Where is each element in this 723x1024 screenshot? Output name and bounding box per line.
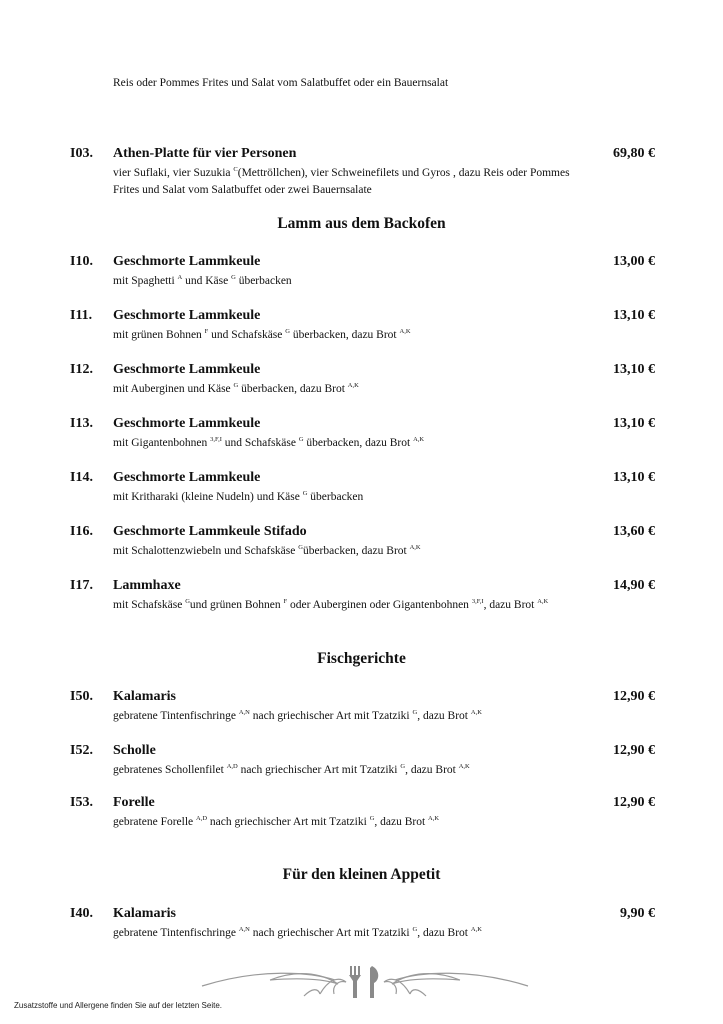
item-name: Kalamaris (113, 906, 176, 921)
item-name: Kalamaris (113, 689, 176, 704)
description-line: Frites und Salat vom Salatbuffet oder zwei Bauernsalate (113, 184, 372, 196)
allergen-code: A,K (470, 926, 482, 933)
item-description (113, 925, 673, 942)
item-number: I14. (70, 470, 93, 485)
item-number: I50. (70, 689, 93, 704)
allergen-code: G (185, 598, 190, 605)
item-price: 13,10 € (613, 470, 655, 485)
item-number: I11. (70, 308, 93, 323)
item-description (113, 708, 673, 725)
item-number: I52. (70, 743, 93, 758)
item-name: Geschmorte Lammkeule (113, 254, 261, 269)
allergen-code: F (283, 598, 288, 605)
item-number: I13. (70, 416, 93, 431)
allergen-code: 3,F,I (210, 436, 222, 443)
item-name: Geschmorte Lammkeule Stifado (113, 524, 307, 539)
description-line: gebratene Forelle $^{A,D}$ nach griechischer Art mit Tzatziki $^G$, dazu Brot $^{A,K}$ (113, 815, 440, 828)
item-name: Geschmorte Lammkeule (113, 308, 261, 323)
allergen-code: G (369, 815, 375, 822)
item-name: Scholle (113, 743, 156, 758)
allergen-code: 3,F,I (471, 598, 484, 605)
allergen-code: G (400, 763, 406, 770)
item-price: 13,10 € (613, 308, 655, 323)
description-line: gebratene Tintenfischringe $^{A,N}$ nach griechischer Art mit Tzatziki $^G$, dazu Brot $^{A,K}$ (113, 709, 482, 722)
item-price: 9,90 € (620, 906, 655, 921)
allergen-code: A,N (238, 926, 250, 933)
item-name: Geschmorte Lammkeule (113, 470, 261, 485)
allergen-code: G (302, 490, 308, 497)
item-price: 12,90 € (613, 743, 655, 758)
item-name: Forelle (113, 795, 155, 810)
description-line: mit Schafskäse $^G$und grünen Bohnen $^F$ oder Auberginen oder Gigantenbohnen $^{3,F,I}$, dazu Brot $^{A,K}$ (113, 598, 549, 611)
item-name: Geschmorte Lammkeule (113, 416, 261, 431)
allergen-code: A,K (458, 763, 470, 770)
section-title-fish: Fischgerichte (317, 650, 406, 667)
description-line: gebratene Tintenfischringe $^{A,N}$ nach griechischer Art mit Tzatziki $^G$, dazu Brot $^{A,K}$ (113, 926, 482, 939)
item-price: 13,00 € (613, 254, 655, 269)
section-title-lamb: Lamm aus dem Backofen (277, 215, 446, 232)
item-number: I03. (70, 146, 93, 161)
item-description (113, 381, 673, 398)
allergen-code: A,D (196, 815, 208, 822)
item-price: 13,60 € (613, 524, 655, 539)
item-description (113, 327, 673, 344)
item-number: I10. (70, 254, 93, 269)
description-line: gebratenes Schollenfilet $^{A,D}$ nach griechischer Art mit Tzatziki $^G$, dazu Brot $^{A,K}$ (113, 763, 470, 776)
item-description (113, 165, 673, 199)
description-line: mit Schalottenzwiebeln und Schafskäse $^G$überbacken, dazu Brot $^{A,K}$ (113, 544, 421, 557)
allergen-code: A,N (238, 709, 250, 716)
item-price: 13,10 € (613, 362, 655, 377)
item-price: 69,80 € (613, 146, 655, 161)
description-line: mit Gigantenbohnen $^{3,F,I}$ und Schafskäse $^G$ überbacken, dazu Brot $^{A,K}$ (113, 436, 425, 449)
allergen-code: G (412, 709, 418, 716)
item-number: I40. (70, 906, 93, 921)
allergen-code: A,K (428, 815, 440, 822)
description-line: mit Spaghetti $^A$ und Käse $^G$ überbacken (113, 274, 292, 287)
allergen-code: G (233, 382, 239, 389)
allergen-code: A,K (413, 436, 425, 443)
item-price: 12,90 € (613, 795, 655, 810)
allergen-code: G (298, 436, 304, 443)
item-number: I53. (70, 795, 93, 810)
item-description (113, 543, 673, 560)
item-description (113, 762, 673, 779)
allergen-code: A,K (537, 598, 549, 605)
section-title-small-appetite: Für den kleinen Appetit (282, 866, 441, 883)
allergen-code: F (204, 328, 209, 335)
item-number: I12. (70, 362, 93, 377)
allergen-code: A,K (470, 709, 482, 716)
allergen-code: G (412, 926, 418, 933)
allergen-code: G (298, 544, 303, 551)
item-description (113, 435, 673, 452)
item-number: I16. (70, 524, 93, 539)
description-line: mit Kritharaki (kleine Nudeln) und Käse $^G$ überbacken (113, 490, 364, 503)
item-description (113, 273, 673, 290)
allergen-code: G (231, 274, 236, 281)
description-line: mit Auberginen und Käse $^G$ überbacken, dazu Brot $^{A,K}$ (113, 382, 359, 395)
cutlery-swirl-icon (200, 958, 530, 1009)
footnote: Zusatzstoffe und Allergene finden Sie auf der letzten Seite. (14, 1001, 222, 1010)
item-name: Geschmorte Lammkeule (113, 362, 261, 377)
item-price: 14,90 € (613, 578, 655, 593)
allergen-code: A,K (399, 328, 411, 335)
item-number: I17. (70, 578, 93, 593)
item-price: 13,10 € (613, 416, 655, 431)
allergen-code: A (177, 274, 183, 281)
intro-line: Reis oder Pommes Frites und Salat vom Salatbuffet oder ein Bauernsalat (113, 77, 449, 89)
allergen-code: A,K (409, 544, 421, 551)
allergen-code: A,K (347, 382, 359, 389)
allergen-code: G (285, 328, 290, 335)
item-description (113, 597, 673, 614)
item-name: Lammhaxe (113, 578, 181, 593)
item-name: Athen-Platte für vier Personen (113, 146, 297, 161)
item-price: 12,90 € (613, 689, 655, 704)
allergen-code: A,D (226, 763, 238, 770)
allergen-code: C (233, 166, 238, 173)
item-description (113, 814, 673, 831)
description-line: mit grünen Bohnen $^F$ und Schafskäse $^G$ überbacken, dazu Brot $^{A,K}$ (113, 328, 411, 341)
item-description (113, 489, 673, 506)
description-line: vier Suflaki, vier Suzukia $^C$(Mettröllchen), vier Schweinefilets und Gyros , dazu Reis oder Pommes (113, 166, 570, 179)
